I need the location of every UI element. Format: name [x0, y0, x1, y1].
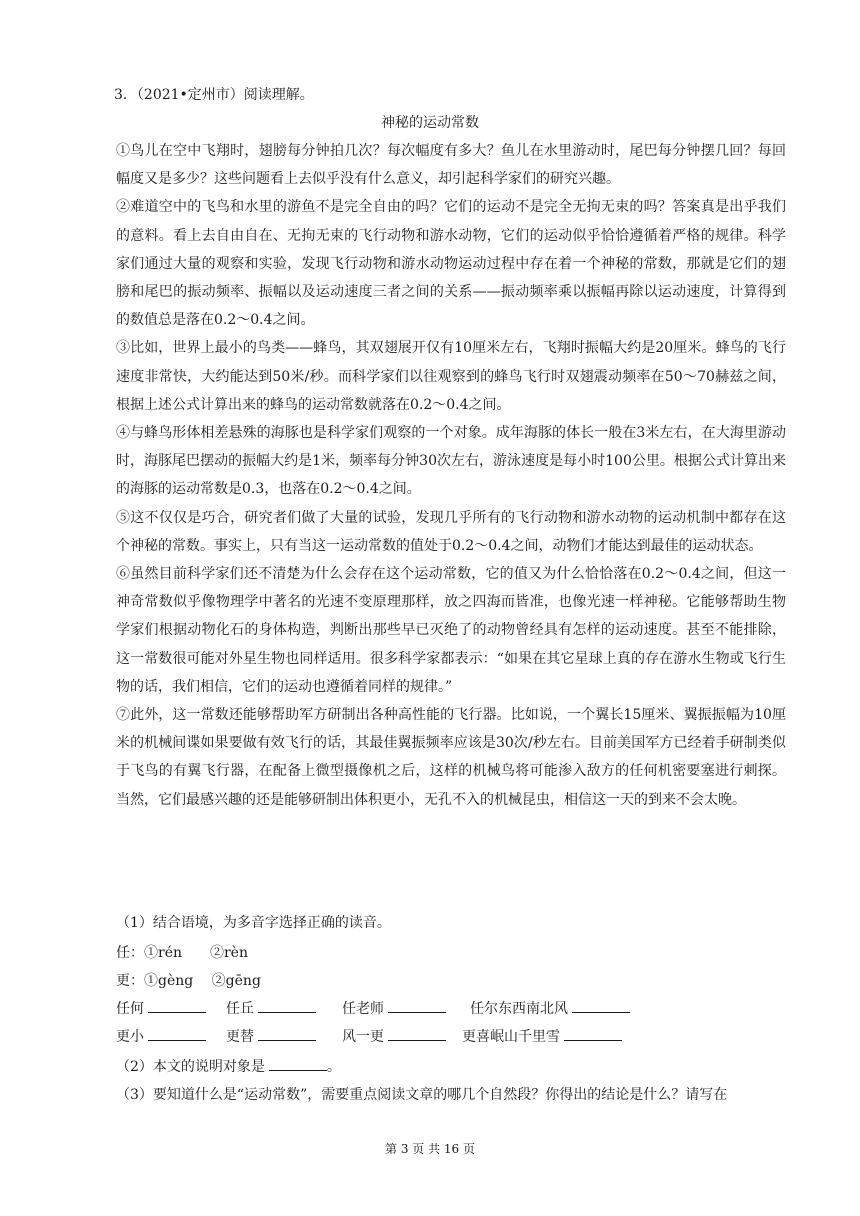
paragraph-1: ①鸟儿在空中飞翔时，翅膀每分钟拍几次？每次幅度有多大？鱼儿在水里游动时，尾巴每分钟摆几回？每回幅度又是多少？这些问题看上去似乎没有什么意义，却引起科学家们的研究兴趣。: [116, 143, 786, 188]
q1-prompt: （1）结合语境，为多音字选择正确的读音。: [116, 915, 391, 931]
word-renerdong: 任尔东西南北风: [470, 998, 630, 1018]
answer-blank[interactable]: [148, 1028, 206, 1041]
q2-prompt: （2）本文的说明对象是: [116, 1059, 265, 1075]
q2-line: （2）本文的说明对象是 。: [116, 1059, 341, 1075]
word-renlaoshi: 任老师: [342, 998, 446, 1018]
word-gengti: 更替: [226, 1026, 316, 1046]
word-gengximinshan: 更喜岷山千里雪: [462, 1026, 622, 1046]
paragraph-7: ⑦此外，这一常数还能够帮助军方研制出各种高性能的飞行器。比如说，一个翼长15厘米、翼振振幅为10厘米的机械间谍如果要做有效飞行的话，其最佳翼振频率应该是30次/秒左右。目前美国军方已经着手研制类似于飞鸟的有翼飞行器，在配备上微型摄像机之后，这样的机械鸟将可能渗入敌方的任何机密要塞进行刺探。当然，它们最感兴趣的还是能够研制出体积更小，无孔不入的机械昆虫，相信这一天的到来不会太晚。: [116, 707, 786, 808]
question-header: 3．（2021•定州市）阅读理解。: [114, 87, 314, 103]
q1-geng-options: 更：①gèng ②gēng: [116, 973, 261, 989]
answer-blank[interactable]: [258, 1028, 316, 1041]
q3-prompt: （3）要知道什么是“运动常数”，需要重点阅读文章的哪几个自然段？你得出的结论是什么？请写在: [116, 1087, 728, 1103]
word-renhe: 任何: [116, 998, 206, 1018]
answer-blank[interactable]: [388, 1028, 446, 1041]
paragraph-3: ③比如，世界上最小的鸟类——蜂鸟，其双翅展开仅有10厘米左右，飞翔时振幅大约是20厘米。蜂鸟的飞行速度非常快，大约能达到50米/秒。而科学家们以往观察到的蜂鸟飞行时双翅震动频率在50～70赫兹之间，根据上述公式计算出来的蜂鸟的运动常数就落在0.2～0.4之间。: [116, 340, 786, 413]
word-renqiu: 任丘: [226, 998, 316, 1018]
answer-blank[interactable]: [564, 1028, 622, 1041]
article-title: 神秘的运动常数: [381, 115, 479, 131]
word-gengxiao: 更小: [116, 1026, 206, 1046]
answer-blank[interactable]: [388, 1000, 446, 1013]
paragraph-4: ④与蜂鸟形体相差悬殊的海豚也是科学家们观察的一个对象。成年海豚的体长一般在3米左右，在大海里游动时，海豚尾巴摆动的振幅大约是1米，频率每分钟30次左右，游泳速度是每小时100公里。根据公式计算出来的海豚的运动常数是0.3，也落在0.2～0.4之间。: [116, 425, 786, 498]
paragraph-6: ⑥虽然目前科学家们还不清楚为什么会存在这个运动常数，它的值又为什么恰恰落在0.2～0.4之间，但这一神奇常数似乎像物理学中著名的光速不变原理那样，放之四海而皆准，也像光速一样神秘。它能够帮助生物学家们根据动物化石的身体构造，判断出那些早已灭绝了的动物曾经具有怎样的运动速度。甚至不能排除，这一常数很可能对外星生物也同样适用。很多科学家都表示：“如果在其它星球上真的存在游水生物或飞行生物的话，我们相信，它们的运动也遵循着同样的规律。”: [116, 566, 786, 695]
q1-ren-options: 任：①rén ②rèn: [116, 945, 248, 961]
article-body: [116, 137, 786, 814]
word-fengyigeng: 风一更: [342, 1026, 446, 1046]
answer-blank[interactable]: [572, 1000, 630, 1013]
answer-blank[interactable]: [148, 1000, 206, 1013]
paragraph-5: ⑤这不仅仅是巧合，研究者们做了大量的试验，发现几乎所有的飞行动物和游水动物的运动机制中都存在这个神秘的常数。事实上，只有当这一运动常数的值处于0.2～0.4之间，动物们才能达到最佳的运动状态。: [116, 509, 786, 554]
answer-blank[interactable]: [258, 1000, 316, 1013]
page-footer: 第 3 页 共 16 页: [385, 1142, 475, 1156]
paragraph-2: ②难道空中的飞鸟和水里的游鱼不是完全自由的吗？它们的运动不是完全无拘无束的吗？答案真是出乎我们的意料。看上去自由自在、无拘无束的飞行动物和游水动物，它们的运动似乎恰恰遵循着严格的规律。科学家们通过大量的观察和实验，发现飞行动物和游水动物运动过程中存在着一个神秘的常数，那就是它们的翅膀和尾巴的振动频率、振幅以及运动速度三者之间的关系——振动频率乘以振幅再除以运动速度，计算得到的数值总是落在0.2～0.4之间。: [116, 199, 786, 329]
answer-blank[interactable]: [269, 1058, 327, 1071]
